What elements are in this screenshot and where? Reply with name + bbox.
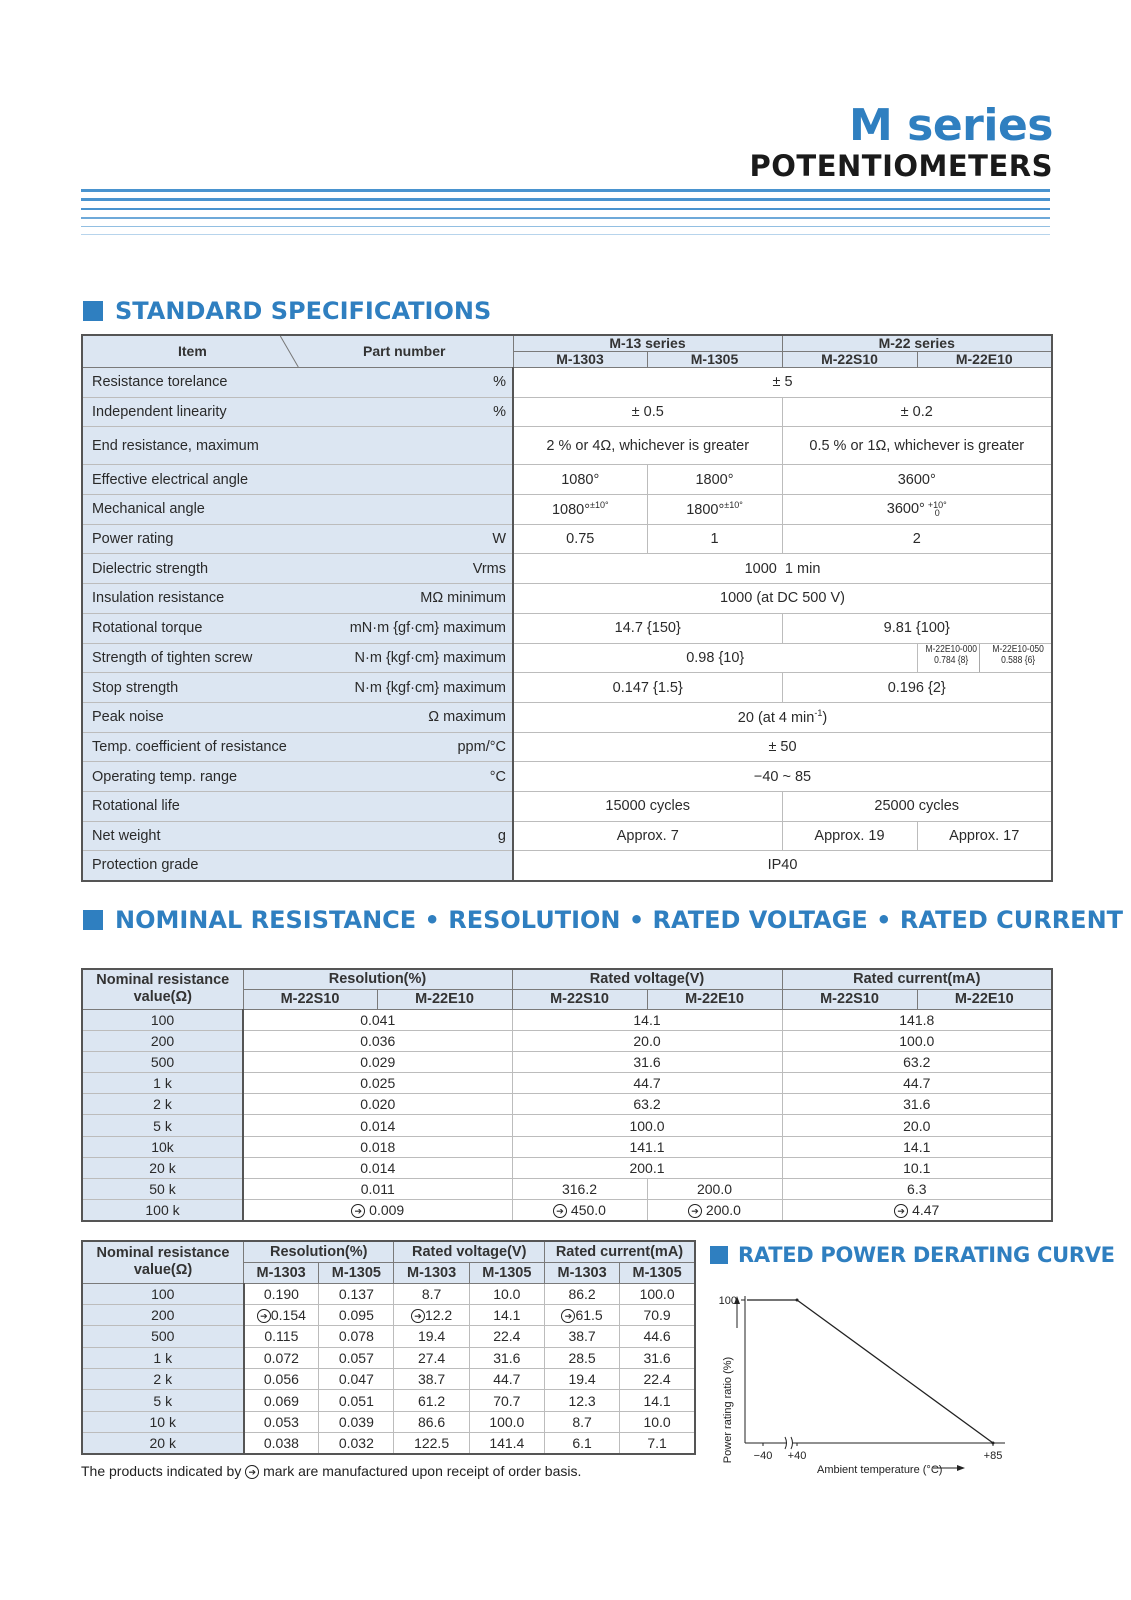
resolution-cell: 0.018	[243, 1136, 512, 1157]
voltage-cell	[647, 1200, 782, 1221]
cell: 141.4	[469, 1433, 544, 1454]
spec-label: Mechanical angle	[82, 495, 301, 525]
cell: 0.190	[244, 1283, 319, 1304]
table-row	[82, 1411, 695, 1432]
cell: 22.4	[469, 1326, 544, 1347]
angle-value: 3600°	[886, 501, 925, 518]
spec-unit: N·m {kgf·cm} maximum	[301, 643, 513, 673]
table-row	[82, 1157, 1052, 1178]
variant-label: M-22E10-000	[924, 643, 977, 655]
cell: 86.2	[544, 1283, 619, 1304]
angle-value: 1080°	[551, 502, 590, 519]
spec-unit: %	[301, 397, 513, 427]
nominal-value: 20 k	[82, 1157, 243, 1178]
voltage-cell: 316.2	[512, 1179, 647, 1200]
spec-value: Approx. 7	[513, 821, 782, 851]
nominal-header: Nominal resistance value(Ω)	[82, 969, 243, 1009]
voltage-cell: 20.0	[512, 1030, 782, 1051]
spec-label: Peak noise	[82, 702, 301, 732]
nominal-value: 10k	[82, 1136, 243, 1157]
cell: 6.1	[544, 1433, 619, 1454]
spec-value-split	[917, 643, 1052, 673]
spec-unit: ppm/°C	[301, 732, 513, 762]
current-header: Rated current(mA)	[782, 969, 1052, 989]
cell-value: 0.154	[270, 1306, 306, 1323]
cell: 28.5	[544, 1347, 619, 1368]
section-title-standard	[83, 297, 491, 325]
spec-unit: W	[301, 524, 513, 554]
spec-value: 2	[782, 524, 1052, 554]
voltage-cell: 14.1	[512, 1009, 782, 1030]
section-title-nominal	[83, 906, 1123, 934]
spec-label: Strength of tighten screw	[82, 643, 301, 673]
section-title-derating	[710, 1243, 1115, 1267]
resolution-cell: 0.025	[243, 1073, 512, 1094]
spec-unit	[301, 791, 513, 821]
tolerance	[928, 501, 947, 517]
sub-header: M-1305	[620, 1262, 695, 1283]
resolution-cell: 0.041	[243, 1009, 512, 1030]
spec-row	[82, 554, 1052, 584]
spec-value: IP40	[513, 851, 1052, 881]
voltage-cell: 141.1	[512, 1136, 782, 1157]
spec-value: 0.5 % or 1Ω, whichever is greater	[782, 427, 1052, 465]
nominal-table-m13	[81, 1240, 696, 1455]
noise-value-end: )	[822, 710, 828, 727]
derating-line	[747, 1300, 993, 1443]
cell: 22.4	[620, 1369, 695, 1390]
voltage-cell: 44.7	[512, 1073, 782, 1094]
table-row	[82, 1115, 1052, 1136]
spec-label: Insulation resistance	[82, 584, 301, 614]
noise-value: 20 (at 4 min	[737, 710, 815, 727]
derating-chart	[715, 1268, 1035, 1478]
spec-unit	[301, 851, 513, 881]
spec-row	[82, 368, 1052, 398]
spec-value: Approx. 17	[917, 821, 1052, 851]
exponent: -1	[814, 708, 823, 719]
spec-label: Rotational life	[82, 791, 301, 821]
sub-header: M-22S10	[243, 989, 377, 1009]
spec-row	[82, 791, 1052, 821]
spec-value: ± 0.5	[513, 397, 782, 427]
cell: 100.0	[469, 1411, 544, 1432]
nominal-value: 200	[82, 1030, 243, 1051]
voltage-cell: 31.6	[512, 1051, 782, 1072]
data-point	[796, 1299, 799, 1302]
spec-row	[82, 821, 1052, 851]
page-header	[749, 100, 1053, 183]
cell	[544, 1304, 619, 1325]
spec-value: 0.98 {10}	[513, 643, 917, 673]
cell: 44.7	[469, 1369, 544, 1390]
spec-header-item	[82, 335, 513, 368]
table-row	[82, 1283, 695, 1304]
spec-row	[82, 851, 1052, 881]
spec-row	[82, 613, 1052, 643]
cell-value: 12.2	[424, 1306, 453, 1323]
cell: 12.3	[544, 1390, 619, 1411]
spec-unit: °C	[301, 762, 513, 792]
cell: 70.9	[620, 1304, 695, 1325]
m13-series-header: M-13 series	[513, 335, 782, 352]
resolution-cell: 0.014	[243, 1157, 512, 1178]
spec-value: ± 50	[513, 732, 1052, 762]
voltage-cell: 100.0	[512, 1115, 782, 1136]
variant-label: M-22E10-050	[992, 643, 1044, 655]
cell: 0.038	[244, 1433, 319, 1454]
spec-row	[82, 465, 1052, 495]
cell: 0.032	[319, 1433, 394, 1454]
spec-unit: g	[301, 821, 513, 851]
order-basis-mark-icon: ➔	[561, 1309, 575, 1323]
spec-label: Rotational torque	[82, 613, 301, 643]
m22e10-header: M-22E10	[917, 352, 1052, 368]
spec-label: Independent linearity	[82, 397, 301, 427]
cell: 70.7	[469, 1390, 544, 1411]
variant-value: 0.784 {8}	[933, 654, 968, 666]
table-row	[82, 1009, 1052, 1030]
resolution-cell: 0.020	[243, 1094, 512, 1115]
spec-row	[82, 397, 1052, 427]
item-label: Item	[178, 343, 207, 359]
spec-label: Resistance torelance	[82, 368, 301, 398]
order-basis-mark-icon: ➔	[688, 1204, 702, 1218]
table-row	[82, 1347, 695, 1368]
table-row	[82, 1030, 1052, 1051]
m22-series-header: M-22 series	[782, 335, 1052, 352]
spec-unit: %	[301, 368, 513, 398]
spec-unit	[301, 495, 513, 525]
spec-table	[81, 334, 1053, 882]
order-basis-mark-icon: ➔	[411, 1309, 425, 1323]
m22s10-header: M-22S10	[782, 352, 917, 368]
table-row	[82, 1304, 695, 1325]
current-cell: 6.3	[782, 1179, 1052, 1200]
spec-row	[82, 643, 1052, 673]
spec-label: Effective electrical angle	[82, 465, 301, 495]
voltage-cell: 63.2	[512, 1094, 782, 1115]
spec-value: 25000 cycles	[782, 791, 1052, 821]
spec-value: −40 ~ 85	[513, 762, 1052, 792]
section-title-text: NOMINAL RESISTANCE • RESOLUTION • RATED VOLTAGE • RATED CURRENT	[115, 906, 1124, 934]
table-row	[82, 1369, 695, 1390]
spec-value: 9.81 {100}	[782, 613, 1052, 643]
nominal-value: 1 k	[82, 1073, 243, 1094]
cell: 7.1	[620, 1433, 695, 1454]
chart-axes	[734, 1296, 1005, 1471]
spec-row	[82, 427, 1052, 465]
section-marker	[710, 1246, 728, 1264]
spec-unit: N·m {kgf·cm} maximum	[301, 673, 513, 703]
axis-break-icon	[785, 1437, 793, 1449]
nominal-table-m22	[81, 968, 1053, 1222]
spec-label: Stop strength	[82, 673, 301, 703]
sub-header: M-22E10	[917, 989, 1052, 1009]
section-marker	[83, 910, 103, 930]
chart-ticks	[719, 1295, 1003, 1462]
x-arrowhead-icon	[957, 1465, 965, 1471]
cell-value: 0.009	[369, 1201, 405, 1218]
rule-line	[81, 226, 1050, 227]
spec-value: 1000 1 min	[513, 554, 1052, 584]
rule-line	[81, 198, 1050, 201]
footnote	[81, 1463, 581, 1479]
cell: 0.053	[244, 1411, 319, 1432]
spec-row	[82, 732, 1052, 762]
current-cell: 44.7	[782, 1073, 1052, 1094]
chart-series	[747, 1299, 995, 1445]
nominal-header: Nominal resistance value(Ω)	[82, 1241, 244, 1283]
y-tick-label: 100	[718, 1295, 737, 1307]
spec-unit: Ω maximum	[301, 702, 513, 732]
voltage-cell	[512, 1200, 647, 1221]
table-row	[82, 1073, 1052, 1094]
spec-value	[513, 702, 1052, 732]
spec-value: 0.75	[513, 524, 647, 554]
cell: 14.1	[469, 1304, 544, 1325]
spec-row	[82, 702, 1052, 732]
spec-value	[782, 495, 1052, 525]
spec-row	[82, 524, 1052, 554]
sub-header: M-1305	[469, 1262, 544, 1283]
resolution-cell: 0.029	[243, 1051, 512, 1072]
cell: 8.7	[544, 1411, 619, 1432]
spec-label: Dielectric strength	[82, 554, 301, 584]
sub-header: M-22S10	[512, 989, 647, 1009]
current-cell: 100.0	[782, 1030, 1052, 1051]
sub-header: M-1305	[319, 1262, 394, 1283]
nominal-value: 50 k	[82, 1179, 243, 1200]
cell: 31.6	[469, 1347, 544, 1368]
cell: 19.4	[394, 1326, 469, 1347]
spec-unit	[301, 465, 513, 495]
cell: 0.137	[319, 1283, 394, 1304]
tolerance-lower: 0	[934, 508, 940, 519]
series-subtitle: POTENTIOMETERS	[749, 149, 1053, 183]
table-row	[82, 1179, 1052, 1200]
tolerance: ±10°	[724, 500, 743, 511]
order-basis-mark-icon: ➔	[351, 1204, 365, 1218]
cell: 10.0	[469, 1283, 544, 1304]
y-axis-label: Power rating ratio (%)	[722, 1356, 734, 1464]
spec-value: 1000 (at DC 500 V)	[513, 584, 1052, 614]
spec-row	[82, 495, 1052, 525]
cell: 86.6	[394, 1411, 469, 1432]
cell-value: 200.0	[705, 1201, 741, 1218]
section-title-text: STANDARD SPECIFICATIONS	[115, 297, 492, 325]
tolerance: ±10°	[590, 500, 609, 511]
current-cell: 141.8	[782, 1009, 1052, 1030]
current-cell: 31.6	[782, 1094, 1052, 1115]
cell: 38.7	[394, 1369, 469, 1390]
cell: 0.072	[244, 1347, 319, 1368]
cell: 0.095	[319, 1304, 394, 1325]
rule-line	[81, 234, 1050, 235]
cell: 0.039	[319, 1411, 394, 1432]
sub-header: M-1303	[394, 1262, 469, 1283]
current-cell: 10.1	[782, 1157, 1052, 1178]
cell: 14.1	[620, 1390, 695, 1411]
spec-unit: MΩ minimum	[301, 584, 513, 614]
rule-line	[81, 189, 1050, 192]
spec-unit: Vrms	[301, 554, 513, 584]
resolution-header: Resolution(%)	[243, 969, 512, 989]
sub-header: M-22S10	[782, 989, 917, 1009]
cell	[394, 1304, 469, 1325]
spec-label: Protection grade	[82, 851, 301, 881]
nominal-value: 10 k	[82, 1411, 244, 1432]
resolution-header: Resolution(%)	[244, 1241, 394, 1262]
spec-value: 15000 cycles	[513, 791, 782, 821]
resolution-cell: 0.036	[243, 1030, 512, 1051]
tolerance-upper: +10°	[927, 500, 947, 511]
spec-value: 2 % or 4Ω, whichever is greater	[513, 427, 782, 465]
spec-label: Power rating	[82, 524, 301, 554]
spec-label: Net weight	[82, 821, 301, 851]
spec-value: 1080°	[513, 465, 647, 495]
section-marker	[83, 301, 103, 321]
nominal-value: 5 k	[82, 1390, 244, 1411]
current-cell: 20.0	[782, 1115, 1052, 1136]
nominal-value: 20 k	[82, 1433, 244, 1454]
current-cell: 14.1	[782, 1136, 1052, 1157]
spec-value: ± 0.2	[782, 397, 1052, 427]
part-number-label: Part number	[363, 343, 446, 359]
variant-value: 0.588 {6}	[1000, 654, 1035, 666]
voltage-header: Rated voltage(V)	[394, 1241, 544, 1262]
table-row	[82, 1136, 1052, 1157]
cell: 100.0	[620, 1283, 695, 1304]
spec-unit	[301, 427, 513, 465]
nominal-value: 2 k	[82, 1094, 243, 1115]
cell	[244, 1304, 319, 1325]
table-row	[82, 1433, 695, 1454]
nominal-value: 100	[82, 1283, 244, 1304]
current-cell	[782, 1200, 1052, 1221]
x-axis-label: Ambient temperature (°C)	[817, 1464, 943, 1476]
spec-value: 0.147 {1.5}	[513, 673, 782, 703]
spec-value: 3600°	[782, 465, 1052, 495]
spec-value: Approx. 19	[782, 821, 917, 851]
cell: 27.4	[394, 1347, 469, 1368]
spec-value	[513, 495, 647, 525]
section-title-text: RATED POWER DERATING CURVE	[738, 1243, 1115, 1267]
cell: 0.115	[244, 1326, 319, 1347]
cell: 10.0	[620, 1411, 695, 1432]
m1305-header: M-1305	[647, 352, 782, 368]
spec-value: 14.7 {150}	[513, 613, 782, 643]
table-row	[82, 1200, 1052, 1221]
rule-line	[81, 208, 1050, 210]
variant-000	[923, 644, 980, 673]
voltage-cell: 200.1	[512, 1157, 782, 1178]
spec-label: Temp. coefficient of resistance	[82, 732, 301, 762]
cell: 0.069	[244, 1390, 319, 1411]
spec-label: Operating temp. range	[82, 762, 301, 792]
cell: 0.047	[319, 1369, 394, 1390]
x-tick-label: +85	[983, 1450, 1003, 1462]
nominal-value: 100	[82, 1009, 243, 1030]
voltage-cell: 200.0	[647, 1179, 782, 1200]
rule-line	[81, 217, 1050, 219]
cell: 0.051	[319, 1390, 394, 1411]
cell-value: 4.47	[912, 1201, 940, 1218]
spec-value: ± 5	[513, 368, 1052, 398]
sub-header: M-1303	[244, 1262, 319, 1283]
spec-row	[82, 584, 1052, 614]
nominal-value: 100 k	[82, 1200, 243, 1221]
cell-value: 450.0	[570, 1201, 606, 1218]
x-tick-label: −40	[753, 1450, 773, 1462]
spec-value: 1800°	[647, 465, 782, 495]
cell: 31.6	[620, 1347, 695, 1368]
nominal-value: 500	[82, 1051, 243, 1072]
variant-050	[990, 644, 1046, 673]
order-basis-mark-icon: ➔	[245, 1465, 259, 1479]
current-header: Rated current(mA)	[544, 1241, 695, 1262]
cell: 0.057	[319, 1347, 394, 1368]
resolution-cell: 0.011	[243, 1179, 512, 1200]
spec-value: 1	[647, 524, 782, 554]
spec-label: End resistance, maximum	[82, 427, 301, 465]
nominal-value: 5 k	[82, 1115, 243, 1136]
x-tick-label: +40	[787, 1450, 807, 1462]
table-row	[82, 1094, 1052, 1115]
cell: 0.056	[244, 1369, 319, 1390]
spec-value	[647, 495, 782, 525]
spec-unit: mN·m {gf·cm} maximum	[301, 613, 513, 643]
spec-row	[82, 673, 1052, 703]
cell: 19.4	[544, 1369, 619, 1390]
footnote-text: The products indicated by	[81, 1463, 242, 1479]
footnote-text: mark are manufactured upon receipt of order basis.	[263, 1463, 582, 1479]
table-row	[82, 1326, 695, 1347]
series-title: M series	[849, 100, 1053, 151]
order-basis-mark-icon: ➔	[894, 1204, 908, 1218]
nominal-value: 200	[82, 1304, 244, 1325]
table-row	[82, 1390, 695, 1411]
cell: 122.5	[394, 1433, 469, 1454]
cell: 38.7	[544, 1326, 619, 1347]
voltage-header: Rated voltage(V)	[512, 969, 782, 989]
cell: 0.078	[319, 1326, 394, 1347]
current-cell: 63.2	[782, 1051, 1052, 1072]
cell: 44.6	[620, 1326, 695, 1347]
angle-value: 1800°	[686, 502, 725, 519]
m1303-header: M-1303	[513, 352, 647, 368]
diagonal-divider	[83, 336, 513, 367]
spec-row	[82, 762, 1052, 792]
order-basis-mark-icon: ➔	[257, 1309, 271, 1323]
sub-header: M-22E10	[647, 989, 782, 1009]
resolution-cell	[243, 1200, 512, 1221]
sub-header: M-1303	[544, 1262, 619, 1283]
order-basis-mark-icon: ➔	[553, 1204, 567, 1218]
spec-value: 0.196 {2}	[782, 673, 1052, 703]
table-row	[82, 1051, 1052, 1072]
cell: 61.2	[394, 1390, 469, 1411]
sub-header: M-22E10	[377, 989, 512, 1009]
nominal-value: 1 k	[82, 1347, 244, 1368]
cell-value: 61.5	[575, 1306, 603, 1323]
cell: 8.7	[394, 1283, 469, 1304]
resolution-cell: 0.014	[243, 1115, 512, 1136]
nominal-value: 2 k	[82, 1369, 244, 1390]
nominal-value: 500	[82, 1326, 244, 1347]
